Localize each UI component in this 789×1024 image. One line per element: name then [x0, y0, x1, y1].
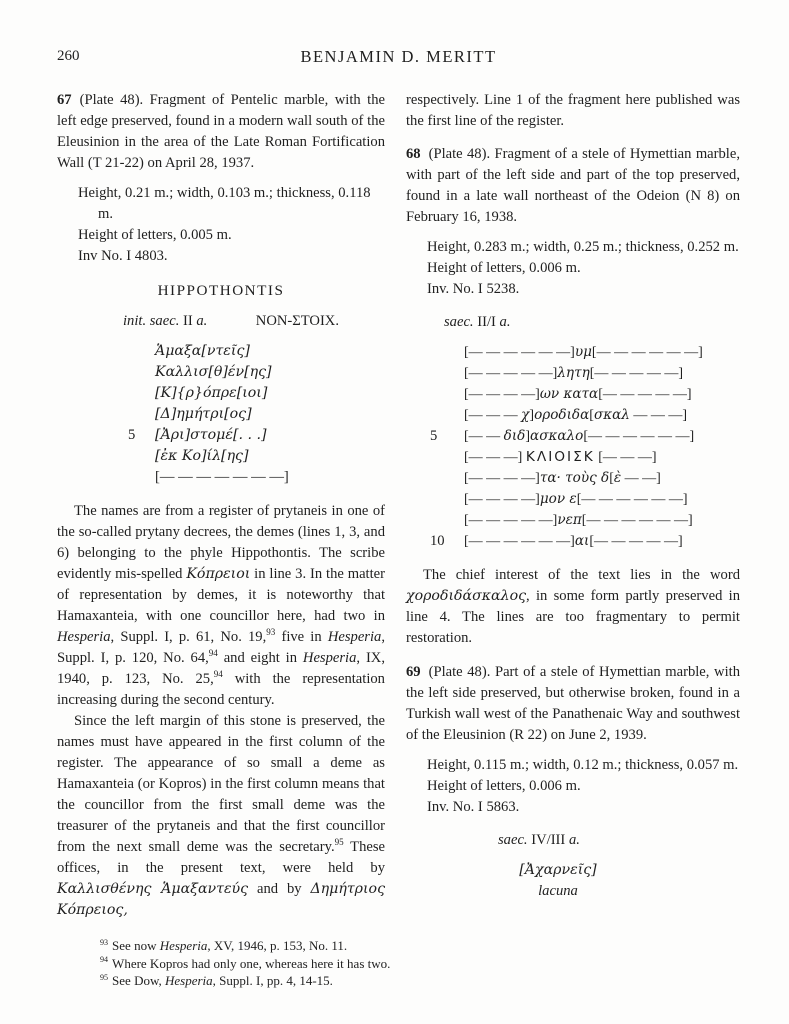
inscription-line: [ἐκ Κο]ίλ[ης]	[155, 448, 249, 464]
entry-67-intro	[57, 90, 385, 174]
inscription-line: Καλλισ[θ]έν[ης]	[155, 364, 272, 380]
entry-67-measurements	[57, 183, 385, 267]
lacuna-label: lacuna	[538, 883, 578, 899]
inscription-line: [— — — — — —]υμ[— — — — — —]	[464, 344, 703, 360]
entry-67-commentary-2: Since the left margin of this stone is preserved, the names must have appeared in the first column of the register. The appearance of so small a deme as Hamaxanteia (or Kopros) in the first column means that the councillor from the first small deme was the treasurer of the prytaneis and that the first councillor from the next small deme was the secretary.$^{95}$ These offices, in the present text, were held by Καλλισθένης Ἁμαξαντεύς and by Δημήτριος Κόπρειος,	[57, 713, 385, 918]
inscription-line: [— — — —]ων κατα[— — — — —]	[464, 386, 692, 402]
measurement-line: Height of letters, 0.006 m.	[427, 260, 581, 276]
entry-69-measurements	[406, 755, 740, 818]
entry-67-number: 67	[57, 92, 72, 108]
inventory-number: Inv No. I 4803.	[78, 248, 168, 264]
footnote-95: $^{95}$ See Dow, Hesperia, Suppl. I, pp. 4, 14-15.	[100, 972, 333, 988]
inscription-line: [— — —] ΚΛΙΟΙΣΚ [— — —]	[464, 449, 657, 465]
entry-67-continuation: respectively. Line 1 of the fragment here published was the first line of the register.	[406, 92, 740, 129]
left-column	[57, 90, 385, 921]
inscription-line: [Κ]{ρ}όπρε[ιοι]	[155, 385, 268, 401]
measurement-line: Height, 0.21 m.; width, 0.103 m.; thickness, 0.118 m.	[78, 185, 371, 222]
inscription-line: 5 [— — διδ]ασκαλο[— — — — — —]	[430, 428, 695, 444]
entry-68-number: 68	[406, 146, 421, 162]
entry-68-measurements	[406, 237, 740, 300]
two-column-body	[57, 90, 740, 921]
inventory-number: Inv. No. I 5863.	[427, 799, 520, 815]
footnote-marker: 94	[100, 955, 109, 965]
entry-68-commentary: The chief interest of the text lies in the word χοροδιδάσκαλος, in some form partly preserved in line 4. The lines are too fragmentary to permit restoration.	[406, 567, 740, 646]
measurement-line: Height of letters, 0.005 m.	[78, 227, 232, 243]
inscription-line: [— — — χ]οροδιδα[σκαλ — — —]	[464, 407, 688, 423]
running-head: BENJAMIN D. MERITT	[300, 47, 497, 66]
inscription-line: 10 [— — — — — —]αι[— — — — —]	[430, 533, 683, 549]
inscription-68	[406, 342, 740, 552]
date-label: init. saec. II a.	[123, 313, 208, 329]
page-number: 260	[57, 48, 80, 64]
inscription-67	[57, 341, 385, 488]
footnotes	[57, 937, 740, 990]
date-and-style-row	[57, 311, 385, 332]
date-label: saec. II/I a.	[444, 314, 511, 330]
footnote-marker: 95	[100, 972, 109, 982]
inscription-line: Ἁμαξα[ντεῖς]	[155, 343, 250, 359]
inscription-line: [— — — — — — —]	[155, 469, 289, 485]
entry-67-commentary-1: The names are from a register of prytaneis in one of the so-called prytany decrees, the demes (lines 1, 3, and 6) belonging to the phyle Hippothontis. The scribe evidently mis-spelled Κόπρειοι in line 3. In the matter of representation by demes, it is noteworthy that Hamaxanteia, with one councillor here, had two in Hesperia, Suppl. I, p. 61, No. 19,93 five in Hesperia, Suppl. I, p. 120, No. 64,94 and eight in Hesperia, IX, 1940, p. 123, No. 25,94 with the representation increasing during the second century.	[57, 503, 385, 708]
inscription-line: [— — — —]τα· τοὺς δ[ὲ — —]	[464, 470, 661, 486]
inscription-line: [— — — —]μον ε[— — — — — —]	[464, 491, 688, 507]
measurement-line: Height of letters, 0.006 m.	[427, 778, 581, 794]
footnote-marker: 93	[100, 937, 109, 947]
entry-67-intro-text: (Plate 48). Fragment of Pentelic marble, with the left edge preserved, found in a modern wall south of the Eleusinion in the area of the Late Roman Fortification Wall (T 21-22) on April 28, 1937.	[57, 92, 385, 171]
entry-68-intro	[406, 144, 740, 228]
measurement-line: Height, 0.283 m.; width, 0.25 m.; thickness, 0.252 m.	[427, 239, 739, 255]
measurement-line: Height, 0.115 m.; width, 0.12 m.; thickness, 0.057 m.	[427, 757, 739, 773]
entry-68-intro-text: (Plate 48). Fragment of a stele of Hymettian marble, with part of the left side and part of the top preserved, found in a late wall northeast of the Odeion (N 8) on February 16, 1938.	[406, 146, 740, 225]
right-column	[406, 90, 740, 921]
footnote-94: $^{94}$ Where Kopros had only one, whereas here it has two.	[100, 955, 391, 971]
inventory-number: Inv. No. I 5238.	[427, 281, 520, 297]
entry-69-intro-text: (Plate 48). Part of a stele of Hymettian marble, with the left side preserved, but otherwise broken, found in a Turkish wall west of the Panathenaic Way and southwest of the Eleusinion (R 22) on June 2, 1939.	[406, 664, 740, 743]
inscription-line: [— — — — —]νεπ[— — — — — —]	[464, 512, 693, 528]
footnote-93: $^{93}$ See now Hesperia, XV, 1946, p. 153, No. 11.	[100, 937, 348, 953]
tribe-heading: HIPPOTHONTIS	[157, 282, 285, 299]
page-header	[57, 46, 740, 68]
inscription-line: 5 [Ἀρι]στομέ[. . .]	[128, 427, 267, 443]
entry-69-intro	[406, 662, 740, 746]
inscription-line: [Δ]ημήτρι[ος]	[155, 406, 252, 422]
date-label: saec. IV/III a.	[498, 832, 580, 848]
stoichedon-label: NON-ΣΤΟΙΧ.	[255, 313, 339, 329]
entry-69-number: 69	[406, 664, 421, 680]
inscription-69-line: [Ἀχαρνεῖς]	[519, 862, 597, 878]
inscription-line: [— — — — —]λητη[— — — — —]	[464, 365, 684, 381]
